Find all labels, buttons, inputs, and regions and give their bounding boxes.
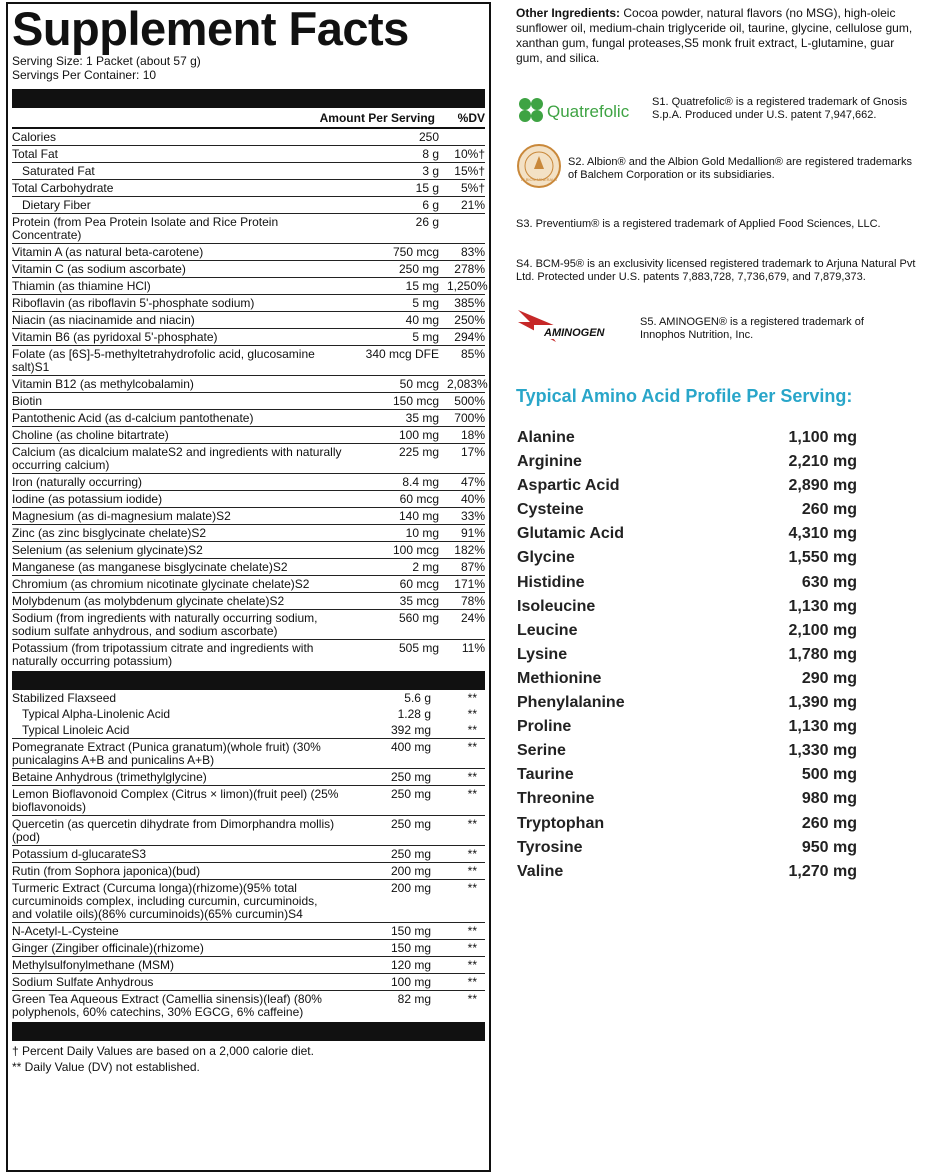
row-dv (447, 131, 485, 144)
row-amount: 100 mcg (392, 543, 439, 557)
row-amount: 120 mg (390, 958, 431, 972)
table-row (12, 785, 485, 815)
amino-name: Taurine (517, 766, 574, 784)
aminogen-logo-text: AMINOGEN (544, 327, 605, 339)
row-amount: 560 mg (398, 611, 439, 625)
row-dv: 24% (460, 611, 485, 625)
row-name: Niacin (as niacinamide and niacin) (12, 313, 195, 327)
table-row (12, 862, 485, 879)
other-ingredients (516, 6, 924, 66)
row-dv: 2,083% (447, 377, 488, 391)
amino-row (517, 595, 857, 619)
table-row (12, 609, 485, 639)
row-amount: 60 mcg (399, 577, 439, 591)
row-dv: ** (467, 864, 477, 878)
row-amount: 50 mcg (399, 377, 439, 391)
amino-amount: 2,210 mg (788, 453, 857, 471)
amino-amount: 980 mg (801, 790, 857, 808)
row-amount: 400 mg (390, 740, 431, 754)
row-name: Pantothenic Acid (as d-calcium pantothenate) (12, 411, 254, 425)
amino-amount: 1,780 mg (788, 645, 857, 663)
row-name: Biotin (12, 394, 43, 408)
row-name: Quercetin (as quercetin dihydrate from Dimorphandra mollis)(pod) (12, 817, 335, 844)
row-dv: 18% (460, 428, 485, 442)
row-dv: ** (467, 958, 477, 972)
row-amount: 5 mg (412, 330, 439, 344)
amino-amount: 950 mg (801, 838, 857, 856)
row-dv: 78% (460, 594, 485, 608)
amino-amount: 1,130 mg (788, 597, 857, 615)
row-dv: 17% (460, 445, 485, 459)
row-dv: 91% (460, 526, 485, 540)
row-amount: 225 mg (398, 445, 439, 459)
footnote-dv: † Percent Daily Values are based on a 2,000 calorie diet. (12, 1044, 314, 1058)
servings-per-container: Servings Per Container: 10 (12, 68, 157, 82)
row-name: Vitamin A (as natural beta-carotene) (12, 245, 204, 259)
divider-bar (12, 671, 485, 690)
amino-name: Alanine (517, 429, 575, 446)
amino-name: Tyrosine (517, 838, 583, 856)
amino-amount: 290 mg (801, 669, 857, 687)
row-dv: 33% (460, 509, 485, 523)
table-row (12, 473, 485, 490)
amino-name: Valine (517, 862, 564, 880)
row-name: Stabilized Flaxseed (12, 691, 117, 705)
row-name: Riboflavin (as riboflavin 5'-phosphate sodium) (12, 296, 255, 310)
row-dv: 171% (454, 577, 485, 591)
row-name: Potassium d-glucarateS3 (12, 847, 147, 861)
row-amount: 15 mg (405, 279, 439, 293)
amino-row (517, 715, 857, 739)
row-amount: 1.28 g (397, 707, 431, 721)
row-name: Saturated Fat (22, 164, 95, 178)
amino-profile-list (517, 426, 857, 884)
footnotes (12, 1041, 485, 1075)
other-ingredients-text: Cocoa powder, natural flavors (no MSG), high-oleic sunflower oil, medium-chain triglyceride oil, taurine, glycine, cellulose gum, xanthan gum, fungal proteases,S5 monk fruit extract, L-glutamine, guar gum, and silica. (516, 6, 913, 65)
row-name: Green Tea Aqueous Extract (Camellia sinensis)(leaf) (80% polyphenols, 60% catechins, 30% EGCG, 6% caffeine) (12, 992, 322, 1019)
amino-name: Leucine (517, 621, 578, 639)
row-amount: 15 g (415, 181, 439, 195)
table-row (12, 768, 485, 785)
row-dv: 5%† (460, 181, 485, 195)
row-name: Thiamin (as thiamine HCl) (12, 279, 151, 293)
row-dv: ** (467, 881, 477, 895)
row-dv: 500% (454, 394, 485, 408)
amount-header: Amount Per Serving (319, 110, 435, 125)
table-row (12, 311, 485, 328)
row-dv: ** (467, 992, 477, 1006)
amino-row (517, 571, 857, 595)
amino-row (517, 787, 857, 811)
amino-amount: 2,890 mg (788, 477, 857, 495)
amino-name: Aspartic Acid (517, 477, 620, 495)
row-amount: 3 g (422, 164, 439, 178)
table-row (12, 260, 485, 277)
dv-header: %DV (457, 110, 485, 125)
table-row (12, 879, 485, 922)
aminogen-logo (516, 308, 636, 344)
table-row (12, 639, 485, 669)
row-amount: 150 mcg (392, 394, 439, 408)
right-column (516, 6, 924, 66)
ingredient-rows (12, 690, 485, 1020)
row-name: Total Fat (12, 147, 59, 161)
row-amount: 60 mcg (399, 492, 439, 506)
table-row (12, 722, 485, 738)
row-dv: 182% (454, 543, 485, 557)
row-dv: 385% (454, 296, 485, 310)
row-amount: 26 g (415, 215, 439, 229)
row-dv: 40% (460, 492, 485, 506)
row-dv (447, 216, 485, 242)
table-row (12, 592, 485, 609)
trademark-aminogen (516, 308, 921, 342)
row-amount: 150 mg (390, 941, 431, 955)
table-row (12, 294, 485, 311)
amino-amount: 1,390 mg (788, 694, 857, 712)
row-dv: 21% (460, 198, 485, 212)
quatrefolic-logo-text: Quatrefolic (547, 102, 630, 121)
row-name: Total Carbohydrate (12, 181, 114, 195)
supplement-facts-panel (6, 2, 491, 1172)
amino-name: Phenylalanine (517, 694, 625, 712)
table-row (12, 213, 485, 243)
table-row (12, 507, 485, 524)
row-name: N-Acetyl-L-Cysteine (12, 924, 119, 938)
table-row (12, 375, 488, 392)
amino-name: Glycine (517, 549, 575, 567)
amino-amount: 2,100 mg (788, 621, 857, 639)
row-dv: 250% (454, 313, 485, 327)
row-name: Lemon Bioflavonoid Complex (Citrus × limon)(fruit peel) (25% bioflavonoids) (12, 787, 339, 814)
row-dv: 700% (454, 411, 485, 425)
row-name: Dietary Fiber (22, 198, 91, 212)
row-amount: 100 mg (390, 975, 431, 989)
row-name: Choline (as choline bitartrate) (12, 428, 169, 442)
row-amount: 5 mg (412, 296, 439, 310)
footnote-na: ** Daily Value (DV) not established. (12, 1060, 200, 1074)
table-header (12, 108, 485, 129)
amino-row (517, 546, 857, 570)
row-amount: 250 (418, 130, 439, 144)
table-row (12, 277, 488, 294)
row-dv: 83% (460, 245, 485, 259)
row-dv: ** (467, 847, 477, 861)
amino-amount: 500 mg (801, 766, 857, 784)
row-dv: ** (467, 787, 477, 801)
row-name: Calcium (as dicalcium malateS2 and ingredients with naturally occurring calcium) (12, 445, 342, 472)
divider-bar (12, 89, 485, 108)
row-dv: 1,250% (447, 279, 488, 293)
table-row (12, 162, 485, 179)
row-dv: ** (467, 707, 477, 721)
row-name: Potassium (from tripotassium citrate and ingredients with naturally occurring potassium) (12, 641, 314, 668)
serving-size: Serving Size: 1 Packet (about 57 g) (12, 54, 201, 68)
row-amount: 250 mg (398, 262, 439, 276)
panel-title: Supplement Facts (12, 2, 409, 55)
row-name: Zinc (as zinc bisglycinate chelate)S2 (12, 526, 207, 540)
table-row (12, 524, 485, 541)
table-row (12, 490, 485, 507)
row-dv: ** (467, 691, 477, 705)
albion-medallion-icon (516, 143, 562, 189)
table-row (12, 443, 485, 473)
row-amount: 82 mg (397, 992, 431, 1006)
row-dv: 85% (460, 347, 485, 361)
amino-name: Isoleucine (517, 597, 596, 615)
table-row (12, 345, 485, 375)
row-amount: 505 mg (398, 641, 439, 655)
row-name: Magnesium (as di-magnesium malate)S2 (12, 509, 231, 523)
row-amount: 392 mg (390, 723, 431, 737)
amino-row (517, 522, 857, 546)
row-amount: 200 mg (390, 881, 431, 895)
nutrient-rows (12, 129, 488, 669)
amino-amount: 1,270 mg (788, 862, 857, 880)
row-dv: 278% (454, 262, 485, 276)
row-amount: 100 mg (398, 428, 439, 442)
row-name: Methylsulfonylmethane (MSM) (12, 958, 175, 972)
table-row (12, 129, 485, 145)
trademark-text: S4. BCM-95® is an exclusivity licensed registered trademark to Arjuna Natural Pvt Ltd. Protected under U.S. patents 7,883,728, 7,736,679, and 7,879,373. (516, 258, 916, 283)
amino-row (517, 426, 857, 450)
table-row (12, 541, 485, 558)
row-name: Pomegranate Extract (Punica granatum)(whole fruit) (30% punicalagins A+B and punicalins A+B) (12, 740, 321, 767)
table-row (12, 409, 485, 426)
table-row (12, 956, 485, 973)
row-dv: ** (467, 723, 477, 737)
amino-amount: 4,310 mg (788, 525, 857, 543)
table-row (12, 922, 485, 939)
row-dv: ** (467, 740, 477, 754)
row-name: Vitamin C (as sodium ascorbate) (12, 262, 186, 276)
trademark-quatrefolic (516, 96, 916, 122)
row-amount: 35 mcg (399, 594, 439, 608)
amino-name: Histidine (517, 573, 585, 591)
amino-name: Serine (517, 742, 566, 760)
row-amount: 40 mg (405, 313, 439, 327)
table-row (12, 243, 485, 260)
table-row (12, 392, 485, 409)
amino-row (517, 474, 857, 498)
row-dv: 15%† (454, 164, 485, 178)
amino-name: Arginine (517, 453, 582, 471)
amino-name: Proline (517, 718, 572, 736)
amino-amount: 1,330 mg (788, 742, 857, 760)
row-dv: ** (467, 975, 477, 989)
trademark-albion (516, 143, 921, 182)
row-amount: 200 mg (390, 864, 431, 878)
amino-name: Glutamic Acid (517, 525, 624, 543)
trademark-text: S5. AMINOGEN® is a registered trademark of Innophos Nutrition, Inc. (640, 316, 864, 341)
table-row (12, 328, 485, 345)
amino-row (517, 643, 857, 667)
row-dv: 10%† (454, 147, 485, 161)
table-row (12, 738, 485, 768)
table-row (12, 179, 485, 196)
quatrefolic-logo (516, 96, 656, 126)
row-name: Manganese (as manganese bisglycinate chelate)S2 (12, 560, 288, 574)
amino-row (517, 691, 857, 715)
row-name: Turmeric Extract (Curcuma longa)(rhizome)(95% total curcuminoids complex, including curcumin, curcuminoids, and volatile oils)(86% curcuminoids)(65% curcumin)S4 (12, 881, 318, 921)
row-dv: ** (467, 770, 477, 784)
row-amount: 6 g (422, 198, 439, 212)
amino-name: Tryptophan (517, 814, 605, 832)
trademark-bcm95 (516, 258, 926, 284)
table-row (12, 426, 485, 443)
row-name: Typical Linoleic Acid (22, 723, 130, 737)
amino-amount: 1,100 mg (788, 429, 857, 446)
row-amount: 140 mg (398, 509, 439, 523)
amino-row (517, 450, 857, 474)
row-name: Ginger (Zingiber officinale)(rhizome) (12, 941, 204, 955)
row-name: Iodine (as potassium iodide) (12, 492, 163, 506)
row-name: Chromium (as chromium nicotinate glycinate chelate)S2 (12, 577, 310, 591)
row-amount: 340 mcg DFE (365, 347, 439, 361)
amino-row (517, 739, 857, 763)
table-row (12, 145, 485, 162)
trademark-text: S3. Preventium® is a registered trademark of Applied Food Sciences, LLC. (516, 218, 881, 230)
table-row (12, 939, 485, 956)
row-amount: 250 mg (390, 770, 431, 784)
table-row (12, 706, 485, 722)
row-amount: 750 mcg (392, 245, 439, 259)
table-row (12, 558, 485, 575)
row-name: Rutin (from Sophora japonica)(bud) (12, 864, 201, 878)
divider-bar (12, 1022, 485, 1041)
row-amount: 8.4 mg (402, 475, 439, 489)
row-amount: 250 mg (390, 817, 431, 831)
amino-row (517, 667, 857, 691)
row-dv: ** (467, 924, 477, 938)
row-amount: 250 mg (390, 787, 431, 801)
trademark-text: S1. Quatrefolic® is a registered trademark of Gnosis S.p.A. Produced under U.S. patent 7,947,662. (652, 96, 908, 121)
amino-profile-title: Typical Amino Acid Profile Per Serving: (516, 386, 853, 406)
row-dv: 11% (461, 641, 485, 655)
row-amount: 10 mg (405, 526, 439, 540)
amino-amount: 260 mg (801, 501, 857, 519)
other-ingredients-label: Other Ingredients: (516, 6, 621, 20)
amino-row (517, 836, 857, 860)
row-amount: 2 mg (412, 560, 439, 574)
row-dv: 87% (460, 560, 485, 574)
row-amount: 5.6 g (404, 691, 431, 705)
amino-name: Cysteine (517, 501, 584, 519)
amino-name: Lysine (517, 645, 568, 663)
amino-name: Threonine (517, 790, 595, 808)
amino-name: Methionine (517, 669, 602, 687)
row-name: Typical Alpha-Linolenic Acid (22, 707, 171, 721)
row-name: Selenium (as selenium glycinate)S2 (12, 543, 203, 557)
table-row (12, 845, 485, 862)
amino-row (517, 860, 857, 884)
row-name: Protein (from Pea Protein Isolate and Rice Protein Concentrate) (12, 215, 279, 242)
row-name: Sodium Sulfate Anhydrous (12, 975, 154, 989)
row-name: Molybdenum (as molybdenum glycinate chelate)S2 (12, 594, 285, 608)
trademark-preventium (516, 218, 921, 231)
row-amount: 150 mg (390, 924, 431, 938)
amino-amount: 1,130 mg (788, 718, 857, 736)
amino-amount: 260 mg (801, 814, 857, 832)
table-row (12, 575, 485, 592)
amino-amount: 1,550 mg (788, 549, 857, 567)
row-name: Vitamin B6 (as pyridoxal 5'-phosphate) (12, 330, 218, 344)
row-name: Sodium (from ingredients with naturally occurring sodium, sodium sulfate anhydrous, and sodium ascorbate) (12, 611, 318, 638)
row-dv: 294% (454, 330, 485, 344)
trademark-text: S2. Albion® and the Albion Gold Medallion® are registered trademarks of Balchem Corporation or its subsidiaries. (568, 156, 912, 181)
table-row (12, 196, 485, 213)
row-amount: 8 g (422, 147, 439, 161)
row-dv: 47% (460, 475, 485, 489)
row-name: Iron (naturally occurring) (12, 475, 143, 489)
svg-text:ALBION MINERALS: ALBION MINERALS (520, 177, 558, 182)
row-name: Folate (as [6S]-5-methyltetrahydrofolic acid, glucosamine salt)S1 (12, 347, 315, 374)
table-row (12, 973, 485, 990)
row-name: Betaine Anhydrous (trimethylglycine) (12, 770, 207, 784)
row-dv: ** (467, 817, 477, 831)
amino-row (517, 812, 857, 836)
row-dv: ** (467, 941, 477, 955)
row-name: Vitamin B12 (as methylcobalamin) (12, 377, 194, 391)
amino-row (517, 498, 857, 522)
table-row (12, 815, 485, 845)
row-amount: 35 mg (405, 411, 439, 425)
row-name: Calories (12, 130, 57, 144)
amino-row (517, 763, 857, 787)
table-row (12, 990, 485, 1020)
row-amount: 250 mg (390, 847, 431, 861)
amino-row (517, 619, 857, 643)
amino-amount: 630 mg (801, 573, 857, 591)
table-row (12, 690, 485, 706)
